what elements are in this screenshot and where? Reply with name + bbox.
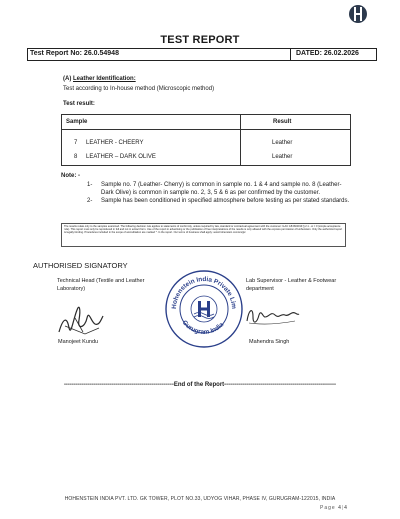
- note-text: Sample has been conditioned in specified atmosphere before testing as per stated standards.: [101, 198, 350, 204]
- page-current: 4: [338, 505, 342, 511]
- left-signatory-role: Technical Head (Textile and Leather Laboratory): [57, 278, 145, 292]
- left-signatory-name: Manojeet Kundu: [58, 339, 99, 345]
- sample-result: Leather: [272, 140, 293, 146]
- notes-heading: Note: -: [61, 173, 80, 179]
- page-number: [320, 505, 348, 511]
- table-row: [62, 151, 350, 163]
- sample-number: 7: [74, 140, 78, 146]
- right-signatory-role: Lab Supervisor - Leather & Footwear department: [246, 278, 337, 292]
- note-item: [87, 197, 351, 205]
- result-table: [61, 114, 351, 166]
- right-signatory-name: Mahendra Singh: [249, 339, 290, 345]
- signature-right-icon: [245, 303, 300, 329]
- test-method: Test according to In-house method (Microscopic method): [63, 86, 215, 92]
- report-info-bar: [27, 48, 377, 61]
- stamp-text-bottom: Gurugram India: [180, 319, 226, 337]
- signatory-heading: AUTHORISED SIGNATORY: [33, 261, 128, 270]
- footer-address: HOHENSTEIN INDIA PVT. LTD. GK TOWER, PLOT NO.33, UDYOG VIHAR, PHASE IV, GURUGRAM-122015, INDIA: [64, 496, 336, 502]
- note-label: 1-: [87, 182, 93, 188]
- sample-name: LEATHER - CHEERY: [86, 140, 144, 146]
- note-label: 2-: [87, 198, 93, 204]
- column-header-sample: Sample: [66, 119, 88, 125]
- report-date: DATED: 26.02.2026: [296, 50, 359, 57]
- note-text: Sample no. 7 (Leather- Cherry) is common in sample no. 1 & 4 and sample no. 8 (Leather- Dark Olive) is common in sample no. 2, 3, 5 & 6 as per confirmed by the customer.: [101, 182, 342, 196]
- test-result-label: Test result:: [63, 101, 95, 107]
- end-of-report: -------------------------------------------------------End of the Report--------------------------------------------------------: [63, 382, 337, 388]
- page-total: 4: [344, 505, 348, 511]
- column-header-result: Result: [273, 119, 292, 125]
- sample-name: LEATHER – DARK OLIVE: [86, 154, 156, 160]
- note-item: [87, 181, 351, 197]
- section-heading: [63, 76, 136, 82]
- page-label: Page: [320, 505, 336, 511]
- sample-number: 8: [74, 154, 78, 160]
- table-row: [62, 137, 350, 149]
- stamp-emblem-icon: [191, 296, 217, 322]
- section-prefix: (A): [63, 76, 72, 82]
- stamp-text-top: Hohenstein India Private Lim: [170, 275, 238, 310]
- section-title: Leather Identification:: [73, 76, 136, 82]
- company-stamp: [163, 268, 245, 350]
- hohenstein-logo-icon: [348, 4, 368, 24]
- page-separator: |: [341, 505, 345, 511]
- signature-left-icon: [55, 298, 105, 338]
- report-number: Test Report No: 26.0.54948: [30, 50, 119, 57]
- sample-result: Leather: [272, 154, 293, 160]
- table-header: [62, 115, 350, 130]
- disclaimer-box: The results relate only to the samples examined. The following decision rule applies to statements of conformity, unless required by law, standard or contractual agreement with the customer: ILAC G8:09/2019 § 2.1 - w = 0 (simple acceptance rule). This report must only be reproduced in full and not in extract form. Use of the report in advertising or the publication of free interpretations of the results is only allowed with the express permission of Hohenstein. Only the authorized report is legally binding. Procedures included in the scope of accreditation are marked *. In the report. Our terms of business shall apply: www.hohenstein.com/en/gtc: [61, 223, 346, 247]
- divider: [290, 49, 291, 60]
- page-title: TEST REPORT: [160, 34, 240, 46]
